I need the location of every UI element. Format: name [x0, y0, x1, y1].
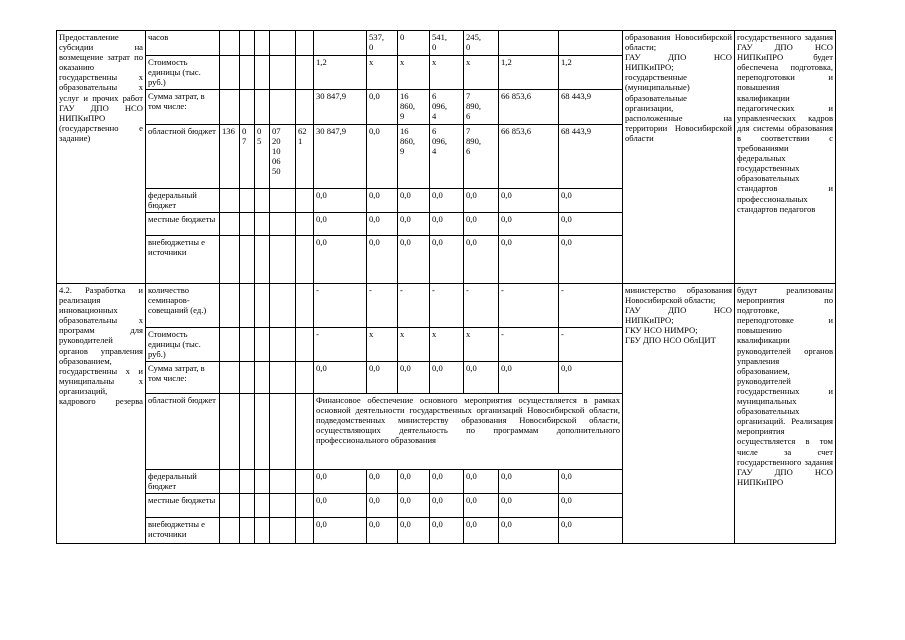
value-cell: 537, 0 [367, 31, 398, 56]
table-row [57, 31, 836, 56]
value-cell: 0,0 [398, 518, 430, 544]
value-cell: 1,2 [314, 56, 367, 90]
value-cell: 0,0 [430, 189, 464, 213]
rz-cell [240, 328, 255, 362]
value-cell: х [464, 328, 499, 362]
value-cell: 0,0 [314, 213, 367, 236]
value-cell: - [559, 328, 623, 362]
vr-cell [296, 394, 314, 470]
grbs-cell [220, 518, 240, 544]
value-cell: 0,0 [499, 470, 559, 494]
pr-cell [255, 518, 270, 544]
value-cell: 0,0 [464, 236, 499, 284]
grbs-cell [220, 394, 240, 470]
rz-cell [240, 31, 255, 56]
value-cell: х [464, 56, 499, 90]
result-cell: будут реализованы мероприятия по подготовке, переподготовке и повышению квалификации руководителей органов управления образованием, руководителей государственных и муниципальных образовательных организаций. Реализация мероприятия осуществляется в том числе за счет государственного задания ГАУ ДПО НСО НИПКиПРО [735, 284, 836, 544]
grbs-cell [220, 213, 240, 236]
value-cell: 0,0 [559, 213, 623, 236]
value-cell: 0,0 [464, 494, 499, 518]
grbs-cell [220, 494, 240, 518]
value-cell: 68 443,9 [559, 90, 623, 125]
pr-cell [255, 31, 270, 56]
vr-cell [296, 494, 314, 518]
grbs-cell [220, 470, 240, 494]
value-cell: х [398, 328, 430, 362]
rz-cell [240, 56, 255, 90]
csr-cell [270, 236, 296, 284]
value-cell: - [314, 284, 367, 328]
value-cell: 6 096, 4 [430, 90, 464, 125]
rz-cell [240, 362, 255, 394]
csr-cell [270, 328, 296, 362]
rz-cell [240, 284, 255, 328]
pr-cell [255, 328, 270, 362]
value-cell: 16 860, 9 [398, 125, 430, 189]
value-cell: 68 443,9 [559, 125, 623, 189]
executor-cell: образования Новосибирской области; ГАУ ДПО НСО НИПКиПРО; государственные (муниципальные) образовательные организации, расположенные на территории Новосибирской области [623, 31, 735, 284]
value-cell: 0,0 [430, 236, 464, 284]
value-cell: 0,0 [559, 518, 623, 544]
rz-cell [240, 470, 255, 494]
rz-cell [240, 189, 255, 213]
grbs-cell [220, 56, 240, 90]
csr-cell [270, 470, 296, 494]
value-cell: - [499, 328, 559, 362]
indicator-cell: количество семинаров-совещаний (ед.) [146, 284, 220, 328]
csr-cell [270, 213, 296, 236]
vr-cell [296, 362, 314, 394]
value-cell: - [499, 284, 559, 328]
vr-cell [296, 90, 314, 125]
pr-cell [255, 284, 270, 328]
indicator-cell: областной бюджет [146, 394, 220, 470]
value-cell: 0,0 [499, 213, 559, 236]
value-cell: 0,0 [314, 518, 367, 544]
grbs-cell [220, 90, 240, 125]
csr-cell [270, 90, 296, 125]
value-cell: х [430, 56, 464, 90]
csr-cell [270, 31, 296, 56]
pr-cell [255, 470, 270, 494]
value-cell: 0,0 [430, 494, 464, 518]
value-cell: 0,0 [367, 213, 398, 236]
value-cell: 0,0 [499, 494, 559, 518]
grbs-cell [220, 284, 240, 328]
vr-cell [296, 518, 314, 544]
vr-cell [296, 236, 314, 284]
value-cell: 0,0 [464, 362, 499, 394]
rz-cell [240, 213, 255, 236]
value-cell: 0,0 [559, 494, 623, 518]
value-cell: 6 096, 4 [430, 125, 464, 189]
vr-cell [296, 284, 314, 328]
value-cell: 30 847,9 [314, 125, 367, 189]
pr-cell [255, 56, 270, 90]
csr-cell: 07 20 10 06 50 [270, 125, 296, 189]
value-cell: 7 890, 6 [464, 125, 499, 189]
activity-name-cell: 4.2. Разработка и реализация инновационных образовательны х программ для руководителей органов управления образованием, государственны х и муниципальны х организаций, кадрового резерва [57, 284, 146, 544]
value-cell: 0,0 [398, 470, 430, 494]
value-cell: 0,0 [314, 236, 367, 284]
value-cell: 541, 0 [430, 31, 464, 56]
value-cell: 0,0 [367, 494, 398, 518]
value-cell: - [367, 284, 398, 328]
indicator-cell: внебюджетны е источники [146, 518, 220, 544]
value-cell: - [559, 284, 623, 328]
grbs-cell [220, 362, 240, 394]
value-cell: 0,0 [559, 470, 623, 494]
table-row [57, 284, 836, 328]
grbs-cell [220, 236, 240, 284]
value-cell: 0,0 [499, 189, 559, 213]
pr-cell [255, 90, 270, 125]
value-cell: 0,0 [430, 470, 464, 494]
value-cell: 0,0 [499, 518, 559, 544]
program-table [56, 30, 836, 544]
value-cell: 0,0 [499, 236, 559, 284]
csr-cell [270, 362, 296, 394]
value-cell: х [430, 328, 464, 362]
csr-cell [270, 518, 296, 544]
indicator-cell: местные бюджеты [146, 494, 220, 518]
value-cell: 0,0 [367, 90, 398, 125]
value-cell: 16 860, 9 [398, 90, 430, 125]
value-cell: 0,0 [398, 362, 430, 394]
result-cell: государственного задания ГАУ ДПО НСО НИПКиПРО будет обеспечена подготовка, переподготовки и повышения квалификации педагогических и управленческих кадров для системы образования в соответствии с требованиями федеральных государственных образовательных стандартов и профессиональных стандартов педагогов [735, 31, 836, 284]
value-cell: 0,0 [464, 518, 499, 544]
pr-cell [255, 189, 270, 213]
value-cell [499, 31, 559, 56]
indicator-cell: областной бюджет [146, 125, 220, 189]
value-cell: 0,0 [559, 189, 623, 213]
vr-cell [296, 470, 314, 494]
vr-cell: 62 1 [296, 125, 314, 189]
activity-name-cell: Предоставление субсидии на возмещение затрат по оказанию государственны х образовательны х услуг и прочих работ ГАУ ДПО НСО НИПКиПРО (государственно е задание) [57, 31, 146, 284]
pr-cell [255, 362, 270, 394]
value-cell: 0,0 [559, 362, 623, 394]
rz-cell [240, 394, 255, 470]
rz-cell [240, 236, 255, 284]
value-cell: 1,2 [499, 56, 559, 90]
indicator-cell: федеральный бюджет [146, 470, 220, 494]
value-cell: - [464, 284, 499, 328]
rz-cell [240, 518, 255, 544]
vr-cell [296, 328, 314, 362]
indicator-cell: Стоимость единицы (тыс. руб.) [146, 56, 220, 90]
indicator-cell: внебюджетны е источники [146, 236, 220, 284]
value-cell: 0,0 [398, 236, 430, 284]
value-cell: 0,0 [398, 189, 430, 213]
value-cell: 0,0 [367, 125, 398, 189]
csr-cell [270, 494, 296, 518]
pr-cell [255, 494, 270, 518]
value-cell: 245, 0 [464, 31, 499, 56]
value-cell: 0,0 [559, 236, 623, 284]
value-cell: 0,0 [430, 213, 464, 236]
grbs-cell [220, 328, 240, 362]
value-cell: 0,0 [464, 213, 499, 236]
value-cell: 0,0 [398, 494, 430, 518]
grbs-cell [220, 189, 240, 213]
rz-cell [240, 90, 255, 125]
grbs-cell [220, 31, 240, 56]
rz-cell: 0 7 [240, 125, 255, 189]
value-cell: 0,0 [499, 362, 559, 394]
grbs-cell: 136 [220, 125, 240, 189]
value-cell: 0,0 [314, 470, 367, 494]
pr-cell: 0 5 [255, 125, 270, 189]
indicator-cell: федеральный бюджет [146, 189, 220, 213]
value-cell: 66 853,6 [499, 90, 559, 125]
value-cell: 7 890, 6 [464, 90, 499, 125]
value-cell: 0 [398, 31, 430, 56]
value-cell: х [367, 328, 398, 362]
value-cell: 0,0 [314, 189, 367, 213]
value-cell: - [398, 284, 430, 328]
indicator-cell: часов [146, 31, 220, 56]
indicator-cell: местные бюджеты [146, 213, 220, 236]
pr-cell [255, 213, 270, 236]
executor-cell: министерство образования Новосибирской области; ГАУ ДПО НСО НИПКиПРО; ГКУ НСО НИМРО; ГБУ ДПО НСО ОблЦИТ [623, 284, 735, 544]
value-cell: 0,0 [430, 362, 464, 394]
value-cell [314, 31, 367, 56]
value-cell: 0,0 [430, 518, 464, 544]
value-cell: 0,0 [367, 189, 398, 213]
indicator-cell: Стоимость единицы (тыс. руб.) [146, 328, 220, 362]
csr-cell [270, 56, 296, 90]
value-cell: 66 853,6 [499, 125, 559, 189]
value-cell: 0,0 [367, 236, 398, 284]
value-cell: - [430, 284, 464, 328]
value-cell: 0,0 [367, 362, 398, 394]
value-cell: 1,2 [559, 56, 623, 90]
csr-cell [270, 284, 296, 328]
csr-cell [270, 394, 296, 470]
csr-cell [270, 189, 296, 213]
value-cell: 0,0 [314, 494, 367, 518]
pr-cell [255, 394, 270, 470]
indicator-cell: Сумма затрат, в том числе: [146, 90, 220, 125]
value-cell: 0,0 [398, 213, 430, 236]
value-cell: 0,0 [367, 470, 398, 494]
vr-cell [296, 189, 314, 213]
value-cell [559, 31, 623, 56]
value-cell: 30 847,9 [314, 90, 367, 125]
value-cell: 0,0 [314, 362, 367, 394]
funding-note-cell: Финансовое обеспечение основного мероприятия осуществляется в рамках основной деятельности государственных организаций Новосибирской области, подведомственных министерству образования Новосибирской области, осуществляющих деятельность по программам дополнительного профессионального образования [314, 394, 623, 470]
vr-cell [296, 56, 314, 90]
vr-cell [296, 213, 314, 236]
indicator-cell: Сумма затрат, в том числе: [146, 362, 220, 394]
value-cell: 0,0 [464, 189, 499, 213]
vr-cell [296, 31, 314, 56]
value-cell: 0,0 [464, 470, 499, 494]
rz-cell [240, 494, 255, 518]
value-cell: х [398, 56, 430, 90]
value-cell: 0,0 [367, 518, 398, 544]
value-cell: х [367, 56, 398, 90]
pr-cell [255, 236, 270, 284]
value-cell: - [314, 328, 367, 362]
